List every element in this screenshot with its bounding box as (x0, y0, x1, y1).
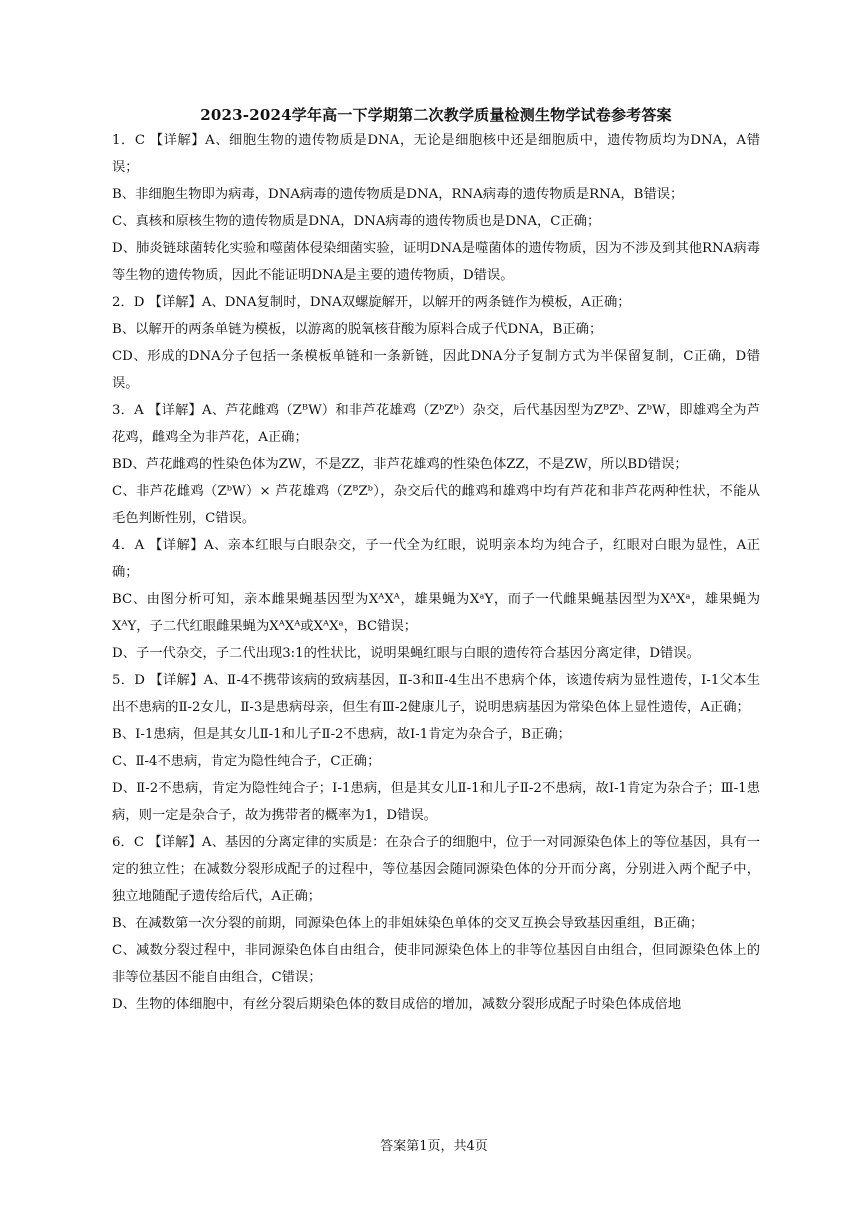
answer-paragraph: C、非芦花雌鸡（ZᵇW）× 芦花雄鸡（ZᴮZᵇ），杂交后代的雌鸡和雄鸡中均有芦花和非芦花两种性状，不能从毛色判断性别，C错误。 (112, 484, 760, 526)
answer-paragraph: B、Ⅰ-1患病，但是其女儿Ⅱ-1和儿子Ⅱ-2不患病，故I-1肯定为杂合子，B正确； (112, 727, 571, 742)
answer-paragraph: B、以解开的两条单链为模板，以游离的脱氧核苷酸为原料合成子代DNA，B正确； (112, 322, 603, 337)
answer-paragraph: 5．D 【详解】A、Ⅱ-4不携带该病的致病基因，Ⅱ-3和Ⅱ-4生出不患病个体，该遗传病为显性遗传，I-1父本生出不患病的Ⅱ-2女儿，Ⅱ-3是患病母亲，但生有Ⅲ-2健康儿子，说明患病基因为常染色体上显性遗传，A正确； (112, 673, 760, 715)
answer-paragraph: C、真核和原核生物的遗传物质是DNA，DNA病毒的遗传物质也是DNA，C正确； (112, 214, 601, 229)
answer-paragraph: 6．C 【详解】A、基因的分离定律的实质是：在杂合子的细胞中，位于一对同源染色体上的等位基因，具有一定的独立性；在减数分裂形成配子的过程中，等位基因会随同源染色体的分开而分离，分别进入两个配子中，独立地随配子遗传给后代，A正确； (112, 835, 760, 904)
answer-paragraph: D、生物的体细胞中，有丝分裂后期染色体的数目成倍的增加，减数分裂形成配子时染色体成倍地 (112, 997, 682, 1012)
answer-paragraph: D、Ⅱ-2不患病，肯定为隐性纯合子；Ⅰ-1患病，但是其女儿Ⅱ-1和儿子Ⅱ-2不患病，故I-1肯定为杂合子；Ⅲ-1患病，则一定是杂合子，故为携带者的概率为1，D错误。 (112, 781, 760, 823)
answer-paragraph: BD、芦花雌鸡的性染色体为ZW，不是ZZ，非芦花雄鸡的性染色体ZZ，不是ZW，所以BD错误； (112, 457, 688, 472)
answer-paragraph: C、减数分裂过程中，非同源染色体自由组合，使非同源染色体上的非等位基因自由组合，但同源染色体上的非等位基因不能自由组合，C错误； (112, 943, 760, 985)
answer-paragraph: C、Ⅱ-4不患病，肯定为隐性纯合子，C正确； (112, 754, 381, 769)
answer-paragraph: B、非细胞生物即为病毒，DNA病毒的遗传物质是DNA，RNA病毒的遗传物质是RNA，B错误； (112, 187, 684, 202)
answer-paragraph: 1．C 【详解】A、细胞生物的遗传物质是DNA，无论是细胞核中还是细胞质中，遗传物质均为DNA，A错误； (112, 133, 760, 175)
page-footer: 答案第1页，共4页 (380, 1139, 488, 1154)
answer-paragraph: 3．A 【详解】A、芦花雌鸡（ZᴮW）和非芦花雄鸡（ZᵇZᵇ）杂交，后代基因型为ZᴮZᵇ、ZᵇW，即雄鸡全为芦花鸡，雌鸡全为非芦花，A正确； (112, 403, 760, 445)
answer-paragraph: BC、由图分析可知，亲本雌果蝇基因型为XᴬXᴬ，雄果蝇为XᵃY，而子一代雌果蝇基因型为XᴬXᵃ，雄果蝇为XᴬY，子二代红眼雌果蝇为XᴬXᴬ或XᴬXᵃ，BC错误； (112, 592, 760, 634)
answer-paragraph: B、在减数第一次分裂的前期，同源染色体上的非姐妹染色单体的交叉互换会导致基因重组，B正确； (112, 916, 704, 931)
document-title: 2023-2024学年高一下学期第二次教学质量检测生物学试卷参考答案 (200, 106, 672, 124)
answer-paragraph: CD、形成的DNA分子包括一条模板单链和一条新链，因此DNA分子复制方式为半保留复制，C正确，D错误。 (112, 349, 760, 391)
answer-paragraph: D、肺炎链球菌转化实验和噬菌体侵染细菌实验，证明DNA是噬菌体的遗传物质，因为不涉及到其他RNA病毒等生物的遗传物质，因此不能证明DNA是主要的遗传物质，D错误。 (112, 241, 760, 283)
answer-paragraph: 4．A 【详解】A、亲本红眼与白眼杂交，子一代全为红眼，说明亲本均为纯合子，红眼对白眼为显性，A正确； (112, 538, 760, 580)
answer-content (112, 105, 760, 1018)
answer-paragraph: D、子一代杂交，子二代出现3:1的性状比，说明果蝇红眼与白眼的遗传符合基因分离定律，D错误。 (112, 646, 700, 661)
answer-paragraph: 2．D 【详解】A、DNA复制时，DNA双螺旋解开，以解开的两条链作为模板，A正确； (112, 295, 631, 310)
